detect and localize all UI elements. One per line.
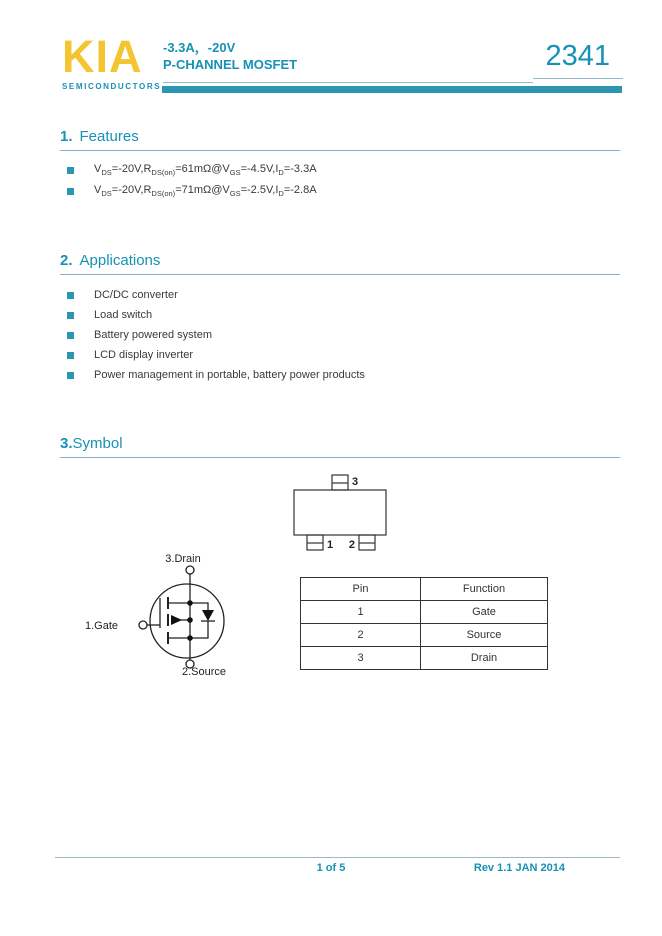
header-rule-thick	[162, 86, 622, 93]
symbol-heading	[60, 435, 620, 458]
symbol-heading-number: 3.	[60, 435, 73, 452]
bullet-square-icon	[67, 312, 74, 319]
function-column-header: Function	[421, 578, 548, 601]
part-number: 2341	[545, 40, 610, 72]
symbol-heading-title: Symbol	[72, 435, 123, 452]
pchannel-arrow-icon	[171, 615, 182, 625]
body-diode-icon	[202, 610, 214, 621]
footer-page-number: 1 of 5	[316, 862, 346, 874]
section-applications	[60, 252, 620, 385]
features-heading-number: 1.	[60, 128, 73, 145]
package-pin3-label: 3	[352, 476, 359, 488]
mosfet-symbol-drawing	[75, 548, 265, 688]
header-product-line: P-CHANNEL MOSFET	[163, 57, 298, 72]
table-row	[301, 647, 548, 670]
application-text: Power management in portable, battery power products	[94, 369, 365, 381]
section-features	[60, 128, 620, 202]
list-item	[60, 325, 620, 345]
header-rule-thin-left	[163, 82, 533, 83]
drain-terminal-label: 3.Drain	[165, 553, 201, 565]
section-symbol	[60, 435, 620, 458]
pin-cell: 1	[301, 601, 421, 624]
table-row	[301, 624, 548, 647]
company-logo	[62, 33, 172, 91]
list-item	[60, 365, 620, 385]
function-cell: Gate	[421, 601, 548, 624]
list-item	[60, 285, 620, 305]
logo-subtitle: SEMICONDUCTORS	[62, 82, 162, 91]
bullet-square-icon	[67, 167, 74, 174]
applications-list	[60, 285, 620, 385]
function-cell: Source	[421, 624, 548, 647]
applications-heading	[60, 252, 620, 275]
bullet-square-icon	[67, 332, 74, 339]
header-rule-thin-right	[533, 78, 623, 79]
pin-function-table	[300, 577, 548, 670]
function-cell: Drain	[421, 647, 548, 670]
application-text: Load switch	[94, 309, 153, 321]
features-list	[60, 160, 620, 202]
pin-cell: 3	[301, 647, 421, 670]
header-device-summary	[163, 39, 297, 73]
application-text: DC/DC converter	[94, 289, 178, 301]
table-header-row	[301, 578, 548, 601]
application-text: Battery powered system	[94, 329, 212, 341]
bullet-square-icon	[67, 352, 74, 359]
bullet-square-icon	[67, 292, 74, 299]
header-spec-line: -3.3A，-20V	[163, 40, 236, 55]
application-text: LCD display inverter	[94, 349, 194, 361]
list-item	[60, 181, 620, 202]
list-item	[60, 305, 620, 325]
list-item	[60, 345, 620, 365]
list-item	[60, 160, 620, 181]
source-terminal-label: 2.Source	[182, 666, 227, 678]
table-row	[301, 601, 548, 624]
package-pin2-label: 2	[348, 539, 355, 551]
package-outline-drawing	[280, 465, 405, 560]
pin-cell: 2	[301, 624, 421, 647]
footer-rule	[55, 857, 620, 858]
applications-heading-title: Applications	[79, 252, 161, 269]
logo-text: KIA	[62, 31, 143, 82]
feature-text: $V_{DS}=-20V,R_{DS(on)}=71m\Omega@V_{GS}=-2.5V,I_D=-2.8A$	[94, 184, 317, 199]
features-heading	[60, 128, 620, 151]
applications-heading-number: 2.	[60, 252, 73, 269]
features-heading-title: Features	[79, 128, 139, 145]
pin-column-header: Pin	[301, 578, 421, 601]
bullet-square-icon	[67, 188, 74, 195]
footer-revision: Rev 1.1 JAN 2014	[473, 862, 565, 874]
package-pin1-label: 1	[327, 539, 334, 551]
bullet-square-icon	[67, 372, 74, 379]
feature-text: $V_{DS}=-20V,R_{DS(on)}=61m\Omega@V_{GS}=-4.5V,I_D=-3.3A$	[94, 163, 317, 178]
gate-terminal-label: 1.Gate	[85, 620, 119, 632]
